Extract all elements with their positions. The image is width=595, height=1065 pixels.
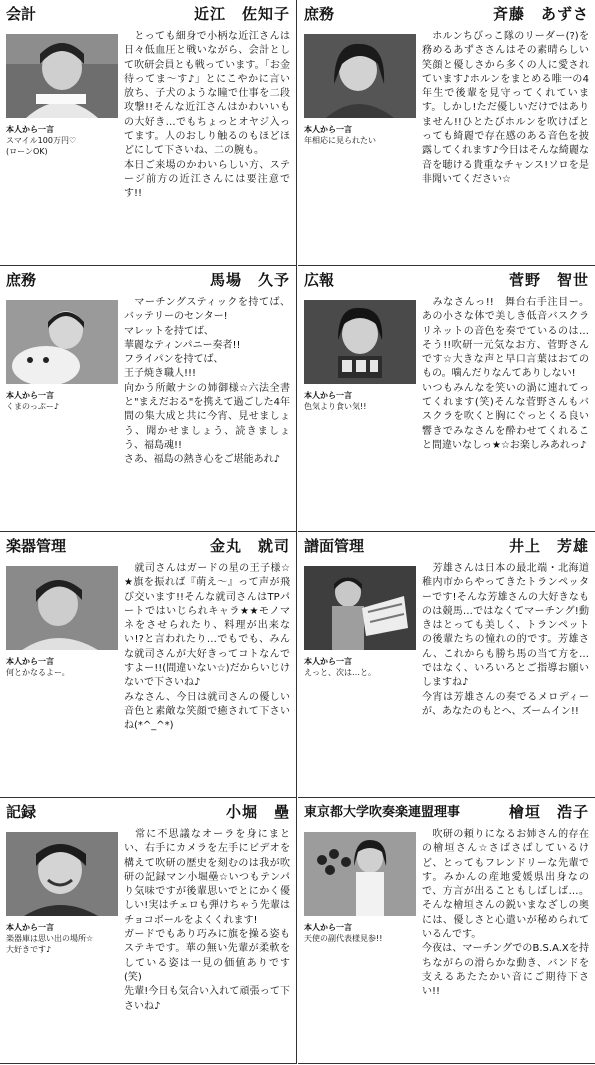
role-label: 東京都大学吹奏楽連盟理事 bbox=[304, 805, 461, 820]
profile-card-kobori bbox=[0, 798, 297, 1064]
member-photo bbox=[6, 832, 118, 916]
profile-card-omi bbox=[0, 0, 297, 266]
member-photo bbox=[304, 34, 416, 118]
profile-card-inoue bbox=[298, 532, 595, 798]
profile-body: マーチングスティックを持てば、バッテリーのセンター! マレットを持てば、 華麗なティンパニー奏者!! フライパンを持てば、 王子焼き職人!!! 向かう所敵ナシの姉御様☆六法全書と"まえだおる"を携えて過ごした4年間の集大成と共に今宵、見せましょう、聞かせましょう、読きましょう、福島魂!! さあ、福島の熱き心をご堪能あれ♪ bbox=[124, 297, 290, 466]
member-name: 金丸 就司 bbox=[209, 537, 290, 555]
role-label: 記録 bbox=[6, 803, 37, 821]
member-photo bbox=[6, 34, 118, 118]
profile-card-baba bbox=[0, 266, 297, 532]
profile-body: 芳雄さんは日本の最北端・北海道稚内市からやってきたトランペッターです!そんな芳雄さんの大好きなものは競馬…ではなくてマーチング!動きはとっても美しく、トランペットの後輩たちの憧れの的です。芳雄さん、これからも勝ち馬の当て方を…ではなく、いろいろとご指導お願いしますね♪ 今宵は芳雄さんの奏でるメロディーが、あなたのもとへ、ズームイン!! bbox=[422, 563, 589, 717]
member-photo bbox=[304, 566, 416, 650]
caption-label: 本人から一言 bbox=[6, 923, 54, 932]
caption-text: 年相応に見られたい bbox=[304, 136, 376, 145]
role-label: 広報 bbox=[304, 271, 335, 289]
caption-text: 楽器庫は思い出の場所☆ 大好きです♪ bbox=[6, 934, 94, 954]
role-label: 楽器管理 bbox=[6, 537, 67, 555]
member-name: 近江 佐知子 bbox=[193, 5, 290, 23]
profile-body: みなさんっ!! 舞台右手注目ー。あの小さな体で美しき低音バスクラリネットの音色を奏でているのは…そう!!吹研一元気なお方、菅野さんです☆大きな声と早口言葉はおてのもの。噛んだりなんてありしない! いつもみんなを笑いの渦に連れてってくれます(笑)そんな菅野さんもバスクラを吹くと胸にぐっとくる良い響きでみなさんを酔わせてくれること間違いなしっ★☆お楽しみあれっ♪ bbox=[422, 297, 589, 451]
role-label: 庶務 bbox=[304, 5, 335, 23]
card-header bbox=[6, 535, 290, 559]
caption-label: 本人から一言 bbox=[304, 125, 352, 134]
role-label: 会計 bbox=[6, 5, 37, 23]
member-photo bbox=[304, 832, 416, 916]
card-header bbox=[304, 801, 589, 825]
role-label: 譜面管理 bbox=[304, 537, 365, 555]
profile-body: とっても細身で小柄な近江さんは日々低血圧と戦いながら、会計として吹研会員とも戦っています。「お金待ってま～す♪」とにこやかに言い放ち、子犬のような瞳で仕事を二段攻撃!!そんな近江さんはかわいいもの大好き…でもちょっとオヤジ入ってます。人のおしり触るのもほどほどにして下さいね、二の腕も。 本日ご来場のかわいらしい方、ステージ前方の近江さんには要注意です!! bbox=[124, 31, 290, 200]
member-photo bbox=[6, 566, 118, 650]
member-name: 斉藤 あずさ bbox=[492, 5, 589, 23]
role-label: 庶務 bbox=[6, 271, 37, 289]
card-header bbox=[304, 535, 589, 559]
member-name: 小堀 壘 bbox=[225, 803, 290, 821]
caption-text: くまのっぷー♪ bbox=[6, 402, 60, 411]
member-name: 檜垣 浩子 bbox=[508, 803, 589, 821]
caption-text: 天使の副代表様見参!! bbox=[304, 934, 383, 943]
member-photo bbox=[304, 300, 416, 384]
caption-text: えっと、次は…と。 bbox=[304, 668, 376, 677]
caption-label: 本人から一言 bbox=[6, 125, 54, 134]
caption-label: 本人から一言 bbox=[6, 657, 54, 666]
member-name: 馬場 久予 bbox=[209, 271, 290, 289]
card-header bbox=[6, 801, 290, 825]
caption-label: 本人から一言 bbox=[304, 923, 352, 932]
profile-card-higaki bbox=[298, 798, 595, 1064]
member-photo bbox=[6, 300, 118, 384]
profile-body: ホルンちびっこ隊のリーダー(?)を務めるあずささんはその素晴らしい笑顔と優しさから多くの人に愛されています♪ホルンをまとめる唯一の4年生で後輩を見守ってくれています。しかし!ただ優しいだけではありません!!ひとたびホルンを吹けばとっても綺麗で存在感のある音色を披露してくれます♪今日はそんな綺麗な音を聴ける貴重なチャンス!ソロを是非聞いてください☆ bbox=[422, 31, 589, 185]
profile-body: 常に不思議なオーラを身にまとい、右手にカメラを左手にビデオを構えて吹研の歴史を刻むのは我が吹研の記録マン小堀壘☆いつもテンパり気味ですが後輩思いでとにかく優しい!実はチェロも弾けちゃう先輩はチョコボールをよくくれます! ガードでもあり巧みに旗を操る姿もステキです。華の無い先輩が柔軟をしている姿は一見の価値ありです(笑) 先輩!今日も気合い入れて頑張って下さいね♪ bbox=[124, 829, 290, 1012]
caption-label: 本人から一言 bbox=[304, 391, 352, 400]
card-header bbox=[304, 269, 589, 293]
card-header bbox=[6, 269, 290, 293]
member-name: 井上 芳雄 bbox=[508, 537, 589, 555]
card-header bbox=[304, 3, 589, 27]
card-header bbox=[6, 3, 290, 27]
caption-text: 何とかなるよー。 bbox=[6, 668, 70, 677]
caption-label: 本人から一言 bbox=[304, 657, 352, 666]
caption-text: 色気より食い気!! bbox=[304, 402, 367, 411]
member-name: 菅野 智世 bbox=[508, 271, 589, 289]
profile-body: 吹研の頼りになるお姉さん的存在の檜垣さん☆さばさばしているけど、とってもフレンドリーな先輩です。みかんの産地愛媛県出身なので、方言が出ることもしばしば…。そんな檜垣さんの鋭いまなざしの奥には、優しさと心遣いが秘められているんです。 今夜は、マーチングでのB.S.A.Xを持ちながらの滑らかな動き、バンドを支えるあたたかい音にご期待下さい!! bbox=[422, 829, 589, 998]
profile-card-kanno bbox=[298, 266, 595, 532]
caption-text: スマイル100万円♡ (ローンOK) bbox=[6, 136, 77, 156]
profile-card-kanemaru bbox=[0, 532, 297, 798]
caption-label: 本人から一言 bbox=[6, 391, 54, 400]
profile-body: 就司さんはガードの星の王子様☆★旗を振れば『萌え～』って声が飛び交います!!そんな就司さんはTPパートではいじられキャラ★★モノマネをさせられたり、料理が出来ない!?と言われたり…でもでも、みんな就司さんが大好きってコトなんですよー!!(間違いない☆)だからいじけないで下さいね♪ みなさん、今日は就司さんの優しい音色と素敵な笑顔で癒されて下さいね(*^_^*) bbox=[124, 563, 290, 732]
profile-card-saito bbox=[298, 0, 595, 266]
